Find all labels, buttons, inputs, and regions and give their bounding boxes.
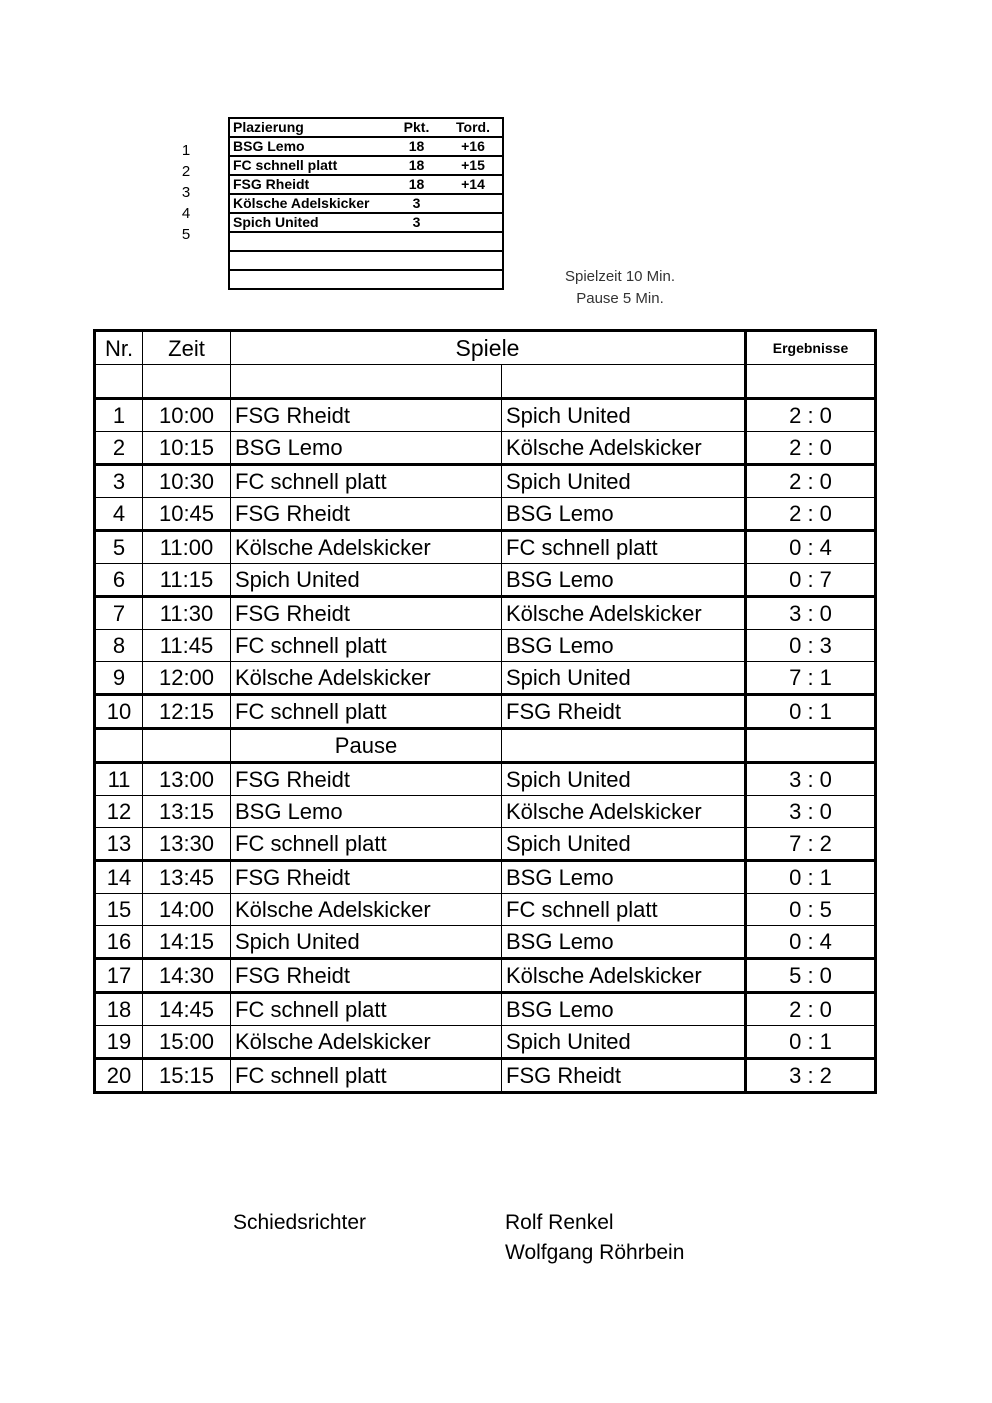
standings-points: 3 [389,213,441,232]
game-result: 0 : 4 [746,531,876,564]
game-time: 11:15 [143,564,231,597]
empty-cell [746,729,876,763]
game-row [95,564,876,597]
away-team: Spich United [502,465,746,498]
game-result: 0 : 1 [746,861,876,894]
game-number: 20 [95,1059,143,1093]
game-result: 2 : 0 [746,399,876,432]
game-row [95,531,876,564]
home-team: Kölsche Adelskicker [231,662,502,695]
standings-goal-diff: +15 [441,156,503,175]
standings-row [229,156,503,175]
game-result: 0 : 3 [746,630,876,662]
rank-number: 1 [181,142,191,159]
game-result: 0 : 4 [746,926,876,959]
standings-goal-diff: +14 [441,175,503,194]
header-time: Zeit [143,331,231,365]
rank-number: 4 [181,205,191,222]
home-team: Kölsche Adelskicker [231,894,502,926]
game-result: 7 : 1 [746,662,876,695]
game-result: 5 : 0 [746,959,876,993]
game-number: 8 [95,630,143,662]
game-time: 12:00 [143,662,231,695]
standings-row [229,213,503,232]
game-result: 2 : 0 [746,993,876,1026]
game-number: 1 [95,399,143,432]
standings-team: Kölsche Adelskicker [229,194,389,213]
game-result: 0 : 1 [746,695,876,729]
game-row [95,1026,876,1059]
empty-cell [502,365,746,399]
game-number: 12 [95,796,143,828]
home-team: BSG Lemo [231,796,502,828]
rank-number: 5 [181,226,191,243]
game-number: 17 [95,959,143,993]
game-number: 6 [95,564,143,597]
standings-points: 18 [389,175,441,194]
game-time: 10:15 [143,432,231,465]
game-time: 14:30 [143,959,231,993]
game-time: 11:45 [143,630,231,662]
away-team: BSG Lemo [502,993,746,1026]
empty-cell [143,729,231,763]
game-row [95,498,876,531]
home-team: FSG Rheidt [231,597,502,630]
header-results: Ergebnisse [746,331,876,365]
away-team: Spich United [502,763,746,796]
away-team: BSG Lemo [502,926,746,959]
standings-team: Spich United [229,213,389,232]
home-team: FC schnell platt [231,465,502,498]
break-time-note: Pause 5 Min. [576,290,664,307]
home-team: FC schnell platt [231,993,502,1026]
referee-label: Schiedsrichter [233,1211,367,1234]
game-row [95,926,876,959]
away-team: FC schnell platt [502,531,746,564]
game-time: 13:45 [143,861,231,894]
game-number: 11 [95,763,143,796]
game-time: 15:15 [143,1059,231,1093]
away-team: Spich United [502,828,746,861]
game-time: 11:00 [143,531,231,564]
game-number: 7 [95,597,143,630]
game-number: 10 [95,695,143,729]
standings-row [229,175,503,194]
pause-row [95,729,876,763]
standings-team: FC schnell platt [229,156,389,175]
home-team: Spich United [231,564,502,597]
game-number: 14 [95,861,143,894]
referee-name: Wolfgang Röhrbein [505,1241,685,1264]
empty-cell [95,365,143,399]
home-team: FC schnell platt [231,1059,502,1093]
home-team: FC schnell platt [231,630,502,662]
game-time: 13:15 [143,796,231,828]
referee-name: Rolf Renkel [505,1211,614,1234]
away-team: FSG Rheidt [502,1059,746,1093]
standings-header-points: Pkt. [389,118,441,137]
standings-header-row [229,118,503,137]
away-team: Kölsche Adelskicker [502,796,746,828]
game-time: 10:45 [143,498,231,531]
game-row [95,959,876,993]
home-team: FSG Rheidt [231,763,502,796]
game-result: 2 : 0 [746,465,876,498]
game-number: 16 [95,926,143,959]
game-row [95,861,876,894]
game-time: 11:30 [143,597,231,630]
game-result: 3 : 0 [746,796,876,828]
game-time: 13:30 [143,828,231,861]
rank-number: 3 [181,184,191,201]
home-team: Kölsche Adelskicker [231,531,502,564]
game-time: 14:45 [143,993,231,1026]
away-team: BSG Lemo [502,564,746,597]
game-result: 2 : 0 [746,432,876,465]
empty-cell [231,365,502,399]
standings-team: BSG Lemo [229,137,389,156]
standings-points: 18 [389,137,441,156]
home-team: Kölsche Adelskicker [231,1026,502,1059]
standings-goal-diff [441,194,503,213]
game-row [95,432,876,465]
game-result: 0 : 1 [746,1026,876,1059]
empty-cell [229,251,503,270]
game-time-note: Spielzeit 10 Min. [564,268,676,285]
standings-goal-diff [441,213,503,232]
away-team: Kölsche Adelskicker [502,959,746,993]
game-row [95,1059,876,1093]
game-time: 10:00 [143,399,231,432]
game-time: 13:00 [143,763,231,796]
empty-cell [746,365,876,399]
game-row [95,796,876,828]
empty-cell [95,729,143,763]
game-number: 19 [95,1026,143,1059]
game-result: 2 : 0 [746,498,876,531]
empty-cell [229,270,503,289]
standings-goal-diff: +16 [441,137,503,156]
away-team: BSG Lemo [502,630,746,662]
game-result: 3 : 0 [746,597,876,630]
game-row [95,597,876,630]
game-number: 3 [95,465,143,498]
away-team: Spich United [502,662,746,695]
game-number: 15 [95,894,143,926]
schedule-blank-row [95,365,876,399]
game-time: 14:15 [143,926,231,959]
home-team: FSG Rheidt [231,399,502,432]
game-number: 9 [95,662,143,695]
game-time: 15:00 [143,1026,231,1059]
standings-empty-row [229,270,503,289]
away-team: Spich United [502,1026,746,1059]
game-number: 4 [95,498,143,531]
game-row [95,894,876,926]
game-row [95,695,876,729]
standings-empty-row [229,251,503,270]
game-number: 5 [95,531,143,564]
standings-row [229,137,503,156]
standings-header-goal-diff: Tord. [441,118,503,137]
home-team: FSG Rheidt [231,861,502,894]
away-team: BSG Lemo [502,498,746,531]
home-team: FC schnell platt [231,695,502,729]
standings-points: 18 [389,156,441,175]
game-result: 0 : 7 [746,564,876,597]
home-team: FSG Rheidt [231,498,502,531]
header-games: Spiele [231,331,746,365]
header-nr: Nr. [95,331,143,365]
game-time: 14:00 [143,894,231,926]
home-team: BSG Lemo [231,432,502,465]
pause-label: Pause [231,729,502,763]
game-time: 10:30 [143,465,231,498]
game-row [95,763,876,796]
rank-number: 2 [181,163,191,180]
game-row [95,662,876,695]
game-result: 3 : 0 [746,763,876,796]
empty-cell [502,729,746,763]
game-number: 13 [95,828,143,861]
game-row [95,828,876,861]
game-result: 3 : 2 [746,1059,876,1093]
standings-row [229,194,503,213]
home-team: FSG Rheidt [231,959,502,993]
standings-empty-row [229,232,503,251]
away-team: Kölsche Adelskicker [502,432,746,465]
away-team: Kölsche Adelskicker [502,597,746,630]
away-team: FSG Rheidt [502,695,746,729]
game-result: 7 : 2 [746,828,876,861]
standings-team: FSG Rheidt [229,175,389,194]
game-result: 0 : 5 [746,894,876,926]
standings-table [228,117,504,290]
game-row [95,465,876,498]
away-team: Spich United [502,399,746,432]
away-team: FC schnell platt [502,894,746,926]
standings-header-team: Plazierung [229,118,389,137]
schedule-header-row [95,331,876,365]
standings-points: 3 [389,194,441,213]
game-row [95,399,876,432]
away-team: BSG Lemo [502,861,746,894]
empty-cell [143,365,231,399]
game-row [95,993,876,1026]
game-time: 12:15 [143,695,231,729]
game-number: 18 [95,993,143,1026]
game-number: 2 [95,432,143,465]
empty-cell [229,232,503,251]
home-team: Spich United [231,926,502,959]
home-team: FC schnell platt [231,828,502,861]
schedule-table [93,329,877,1094]
game-row [95,630,876,662]
